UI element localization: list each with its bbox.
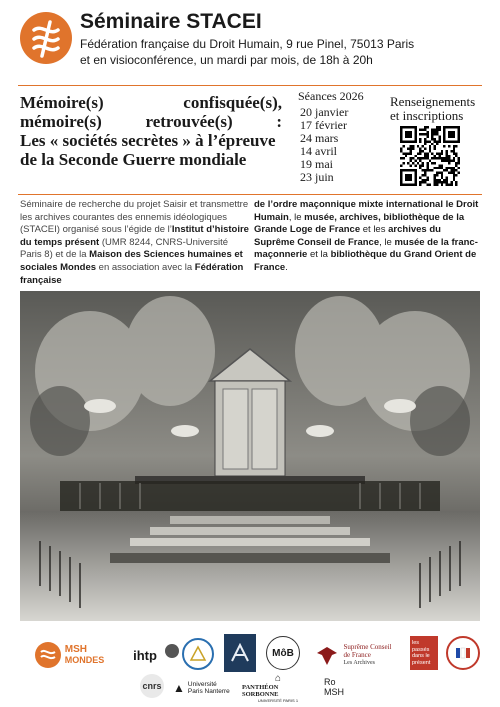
rmsh-logo [324,674,356,700]
headline-line: de la Seconde Guerre mondiale [20,150,247,169]
logo-text: Suprême Conseil [343,643,392,651]
logo-text: dans le [412,653,430,659]
logo-text: passés [412,646,430,653]
description-text: Séminaire de recherche du projet Saisir et transmettre les archives courantes des ennemis idéologiques (STACEI) organisé sous l’égide de l’ [20,199,249,236]
divider [18,194,482,195]
qr-code[interactable] [400,126,460,186]
session-date: 20 janvier [300,105,349,119]
logo-text: MSH [324,687,344,697]
logo-text: Paris Nanterre [187,688,230,695]
page-title: Séminaire STACEI [80,10,262,33]
description-text: archives du Suprême Conseil de France [254,224,441,248]
logo-text: UNIVERSITÉ PARIS 1 [257,697,299,703]
pantheon-sorbonne-logo [242,674,314,702]
description-text: musée de la franc-maçonnerie [254,236,478,261]
nanterre-icon: ▲ [173,681,185,695]
logo-text: Les Archives [343,660,375,666]
pantheon-icon: ⌂ [274,672,282,684]
description-text: , le [288,211,305,223]
venue-line: Fédération française du Droit Humain, 9 rue Pinel, 75013 Paris [80,37,415,51]
description-text: Maison des Sciences humaines et sociales Mondes [20,249,243,273]
stacei-logo [20,12,72,64]
description-text: de l’ordre maçonnique mixte international le Droit Humain [254,199,479,223]
headline-line: mémoire(s) retrouvée(s) : [20,112,282,131]
session-dates [298,90,364,184]
msh-mondes-logo [22,640,117,670]
logo-text: Université [187,680,217,688]
schedule-line: et en visioconférence, un mardi par mois, de 18h à 20h [80,53,373,67]
description-right [254,199,484,275]
description-text: Fédération française [20,261,244,286]
musee-franc-maconnerie-logo [224,634,256,672]
description-left [20,199,250,287]
historical-photo-lodge-interior [20,291,480,621]
description-text: musée, archives, bibliothèque de la Grande Loge de France [254,211,465,236]
logo-text: MSH [64,644,87,655]
ihtp-logo: ihtp [133,647,157,663]
mob-logo: MôB [266,636,300,670]
description-text: Institut d’histoire du temps présent [20,224,249,248]
cnrs-logo: cnrs [140,674,164,698]
description-text: , le [379,236,395,248]
registration-info [390,95,490,123]
session-date: 24 mars [300,131,339,145]
logo-text: Ro [324,677,336,687]
seminar-headline [20,93,282,169]
logo-text: de France [343,651,371,659]
description-text: en association avec la [96,261,195,273]
session-date: 23 juin [300,170,334,184]
republique-francaise-seal-icon [446,636,480,670]
headline-line: Les « sociétés secrètes » à l’épreuve [20,131,276,150]
description-text: bibliothèque du Grand Orient de France [254,249,477,273]
info-line: Renseignements [390,94,476,109]
grande-loge-seal-icon [182,638,214,670]
session-date: 14 avril [300,144,337,158]
session-date: 19 mai [300,157,333,171]
description-text: (UMR 8244, CNRS-Université Paris 8) et de la [20,236,228,261]
info-line: et inscriptions [390,108,464,123]
round-seal-icon [165,644,179,658]
divider [18,85,482,86]
logo-text: les [412,640,420,646]
logo-text: MONDES [64,655,105,665]
logo-text: PANTHÉON SORBONNE [242,683,279,698]
description-text: . [285,261,288,273]
universite-paris-nanterre-logo [173,676,235,700]
description-text: et la [307,249,331,261]
supreme-conseil-logo [306,640,401,670]
description-text: et les [360,224,389,236]
headline-line: Mémoire(s) confisquée(s), [20,93,282,112]
passes-dans-le-present-logo [410,636,438,670]
logo-text: présent [412,659,431,666]
dates-title: Séances 2026 [298,89,364,103]
session-date: 17 février [300,118,347,132]
